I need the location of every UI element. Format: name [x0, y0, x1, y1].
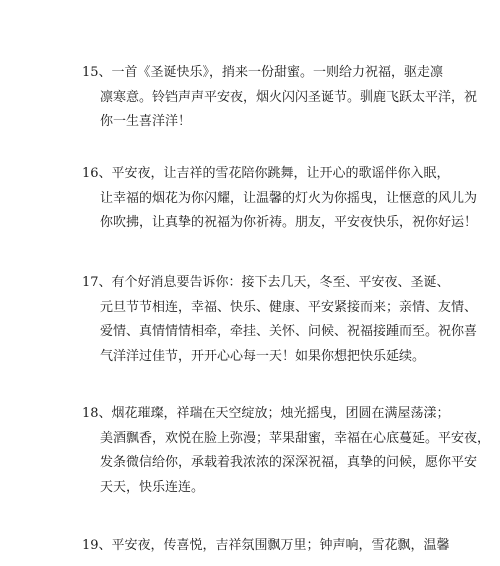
paragraph-line: 17、有个好消息要告诉你：接下去几天，冬至、平安夜、圣诞、	[82, 275, 450, 290]
paragraph-line: 你一生喜洋洋！	[100, 114, 192, 129]
paragraph-line: 让幸福的烟花为你闪耀，让温馨的灯火为你摇曳，让惬意的风儿为	[100, 190, 478, 206]
paragraph-line: 美酒飘香，欢悦在脸上弥漫；苹果甜蜜，幸福在心底蔓延。平安夜，	[100, 430, 491, 446]
paragraph-line: 18、烟花璀璨，祥瑞在天空绽放；烛光摇曳，团圆在满屋荡漾；	[82, 406, 450, 421]
paragraph-line: 发条微信给你，承载着我浓浓的深深祝福，真挚的问候，愿你平安	[100, 455, 478, 470]
paragraph-15	[82, 61, 478, 135]
paragraph-line: 16、平安夜，让吉祥的雪花陪你跳舞，让开心的歌谣伴你入眠，	[82, 166, 450, 181]
paragraph-17	[82, 271, 478, 369]
paragraph-line: 你吹拂，让真挚的祝福为你祈祷。朋友，平安夜快乐，祝你好运！	[100, 215, 478, 230]
paragraph-line: 15、一首《圣诞快乐》，捎来一份甜蜜。一则给力祝福，驱走凛	[82, 65, 444, 80]
paragraph-line: 爱情、真情情情相牵，牵挂、关怀、问候、祝福接踵而至。祝你喜	[100, 324, 478, 339]
paragraph-line: 元旦节节相连，幸福、快乐、健康、平安紧接而来；亲情、友情、	[100, 299, 478, 315]
paragraph-line: 天天，快乐连连。	[100, 479, 205, 495]
paragraph-19	[82, 534, 450, 559]
paragraph-18	[82, 402, 491, 500]
paragraph-line: 凛寒意。铃铛声声平安夜，烟火闪闪圣诞节。驯鹿飞跃太平洋，祝	[100, 89, 478, 105]
paragraph-line: 气洋洋过佳节，开开心心每一天！如果你想把快乐延续。	[100, 348, 426, 364]
paragraph-16	[82, 162, 478, 236]
paragraph-line: 19、平安夜，传喜悦，吉祥氛围飘万里；钟声响，雪花飘，温馨	[82, 538, 450, 553]
